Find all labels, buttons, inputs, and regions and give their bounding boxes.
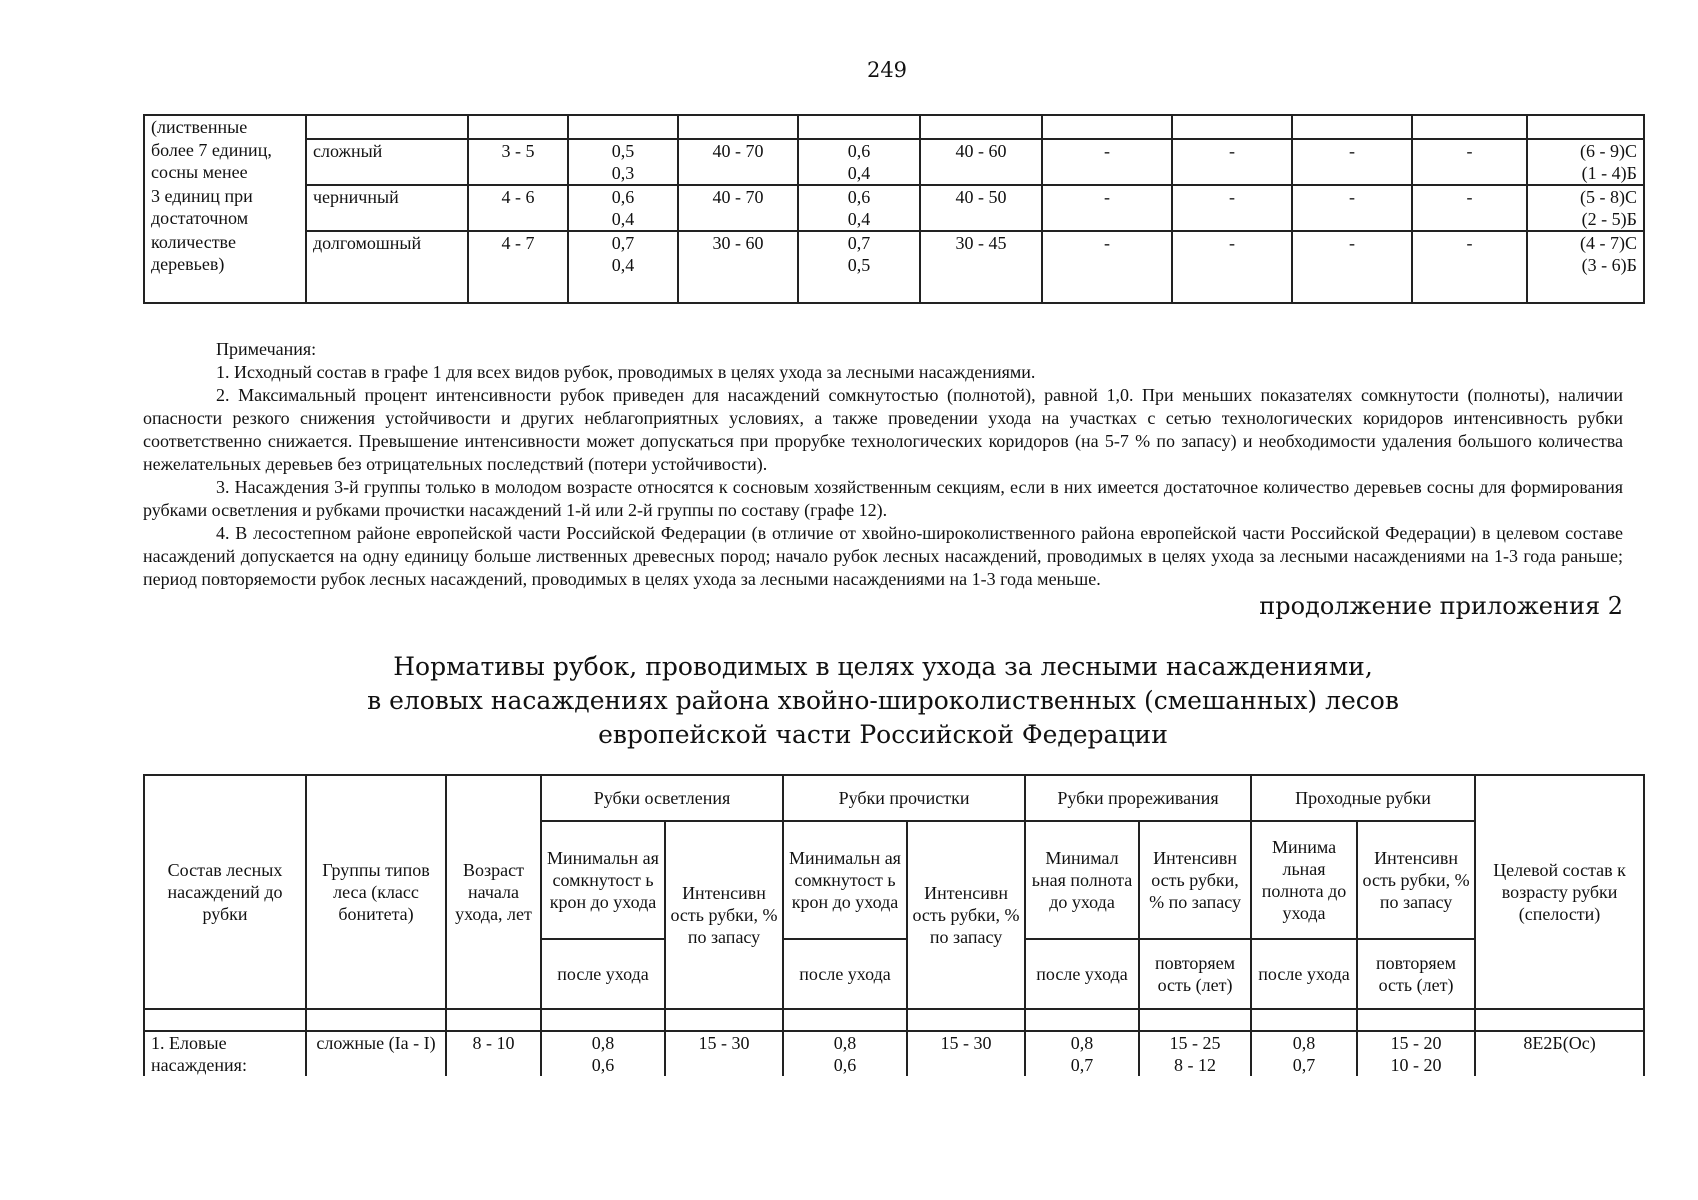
- header-after: после ухода: [783, 939, 907, 1009]
- header-intensity: Интенсивн ость рубки, % по запасу: [1357, 821, 1475, 939]
- header-repeat: повторяем ость (лет): [1139, 939, 1251, 1009]
- page-number: 249: [866, 58, 908, 82]
- header-min-density: Минима льная полнота до ухода: [1251, 821, 1357, 939]
- header-age: Возраст начала ухода, лет: [446, 775, 541, 1009]
- note-2: 2. Максимальный процент интенсивности рубок приведен для насаждений сомкнутостью (полнотой), равной 1,0. При меньших показателях сомкнутости (полноты), наличии опасности резкого снижения устойчивости и других неблагоприятных условиях, а также проведении ухода на участках с сетью технологических коридоров интенсивность рубки соответственно снижается. Превышение интенсивности может допускаться при прорубке технологических коридоров (на 5-7 % по запасу) и необходимости удаления большого количества нежелательных деревьев без отрицательных последствий (потери устойчивости).: [143, 385, 1623, 474]
- table-row: количестве деревьев) долгомошный 4 - 7 0,7 0,4 30 - 60 0,7 0,5 30 - 45 - - - - (4 - 7)С (3 - 6)Б: [144, 231, 1644, 303]
- header-repeat: повторяем ость (лет): [1357, 939, 1475, 1009]
- header-min-crown: Минимальн ая сомкнутост ь крон до ухода: [783, 821, 907, 939]
- header-target: Целевой состав к возрасту рубки (спелости): [1475, 775, 1644, 1009]
- notes-heading: Примечания:: [216, 339, 317, 359]
- header-after: после ухода: [1025, 939, 1139, 1009]
- header-prochistki: Рубки прочистки: [783, 775, 1025, 821]
- note-1: 1. Исходный состав в графе 1 для всех видов рубок, проводимых в целях ухода за лесными насаждениями.: [216, 362, 1036, 382]
- table-row: 3 единиц при достаточном черничный 4 - 6 0,6 0,4 40 - 70 0,6 0,4 40 - 50 - - - - (5 - 8)С (2 - 5)Б: [144, 185, 1644, 231]
- table-continuation: [143, 114, 1645, 304]
- continuation-label: продолжение приложения 2: [1259, 592, 1623, 620]
- header-after: после ухода: [541, 939, 665, 1009]
- note-4: 4. В лесостепном районе европейской части Российской Федерации (в отличие от хвойно-широколиственного района европейской части Российской Федерации) в целевом составе насаждений допускается на одну единицу больше лиственных древесных пород; начало рубок лесных насаждений, проводимых в целях ухода за лесными насаждениями на 1-3 года раньше; период повторяемости рубок лесных насаждений, проводимых в целях ухода за лесными насаждениями на 1-3 года меньше.: [143, 523, 1623, 589]
- header-intensity: Интенсивн ость рубки, % по запасу: [665, 821, 783, 1009]
- header-osvetleniya: Рубки осветления: [541, 775, 783, 821]
- header-after: после ухода: [1251, 939, 1357, 1009]
- table-title: Нормативы рубок, проводимых в целях ухода за лесными насаждениями, в еловых насаждениях района хвойно-широколиственных (смешанных) лесов европейской части Российской Федерации: [367, 652, 1399, 749]
- norms-table: [143, 774, 1645, 1076]
- header-prokhodnye: Проходные рубки: [1251, 775, 1475, 821]
- header-min-density: Минимал ьная полнота до ухода: [1025, 821, 1139, 939]
- notes: [143, 338, 1623, 591]
- header-prorezhivaniya: Рубки прореживания: [1025, 775, 1251, 821]
- header-intensity: Интенсивн ость рубки, % по запасу: [907, 821, 1025, 1009]
- header-min-crown: Минимальн ая сомкнутост ь крон до ухода: [541, 821, 665, 939]
- header-groups: Группы типов леса (класс бонитета): [306, 775, 446, 1009]
- note-3: 3. Насаждения 3-й группы только в молодом возрасте относятся к сосновым хозяйственным секциям, если в них имеется достаточное количество деревьев сосны для формирования рубками осветления и рубками прочистки насаждений 1-й или 2-й группы по составу (графе 12).: [143, 477, 1623, 520]
- table-row: 1. Еловые насаждения: сложные (Iа - I) 8 - 10 0,8 0,6 15 - 30 0,8 0,6 15 - 30 0,8 0,7 15 - 25 8 - 12 0,8 0,7 15 - 20 10 - 20 8Е2Б(Ос): [144, 1031, 1644, 1076]
- table-row: более 7 единиц, сосны менее сложный 3 - 5 0,5 0,3 40 - 70 0,6 0,4 40 - 60 - - - - (6 - 9)С (1 - 4)Б: [144, 139, 1644, 185]
- header-composition: Состав лесных насаждений до рубки: [144, 775, 306, 1009]
- header-intensity: Интенсивн ость рубки, % по запасу: [1139, 821, 1251, 939]
- group-cell: (лиственные: [144, 115, 306, 139]
